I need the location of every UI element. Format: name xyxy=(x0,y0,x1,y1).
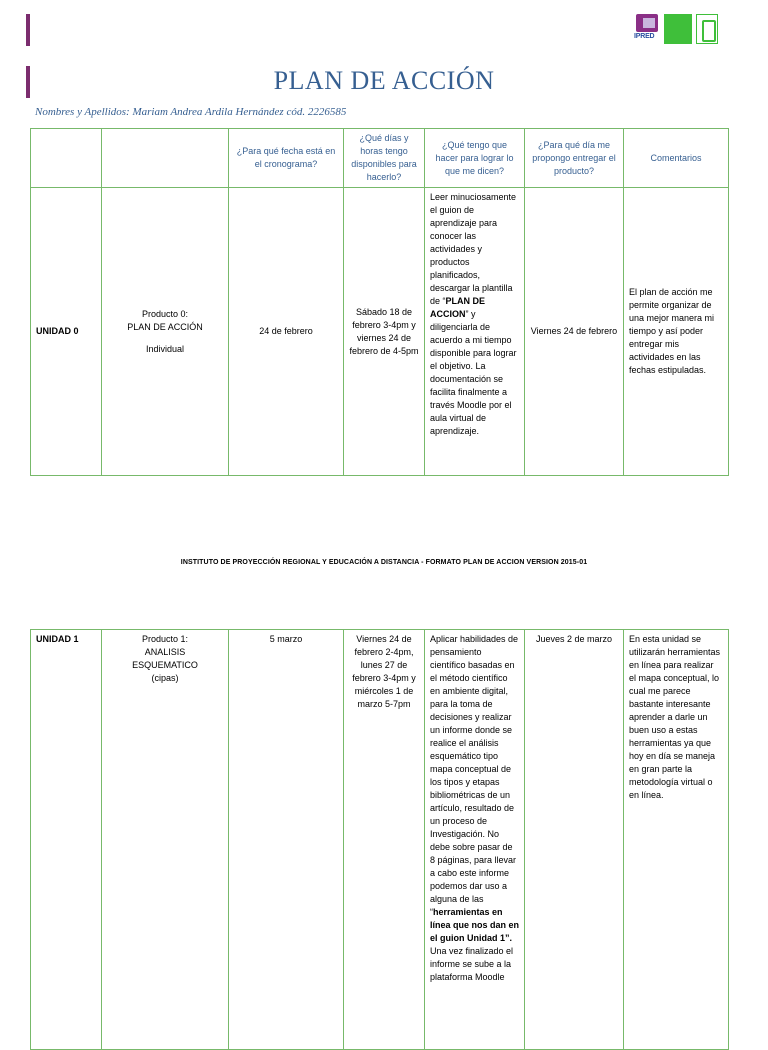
todo-text: Aplicar habilidades de pensamiento científico basadas en el método científico en ambiente digital, para la toma de decisiones y realizar un informe donde se realice el análisis esquemático tipo mapa conceptual de los tipos y etapas bibliométricas de un artículo, resultado de un proceso de Investigación. No debe sobre pasar de 8 páginas, para llevar a cabo este informe podemos dar uso a alguna de las “ xyxy=(430,634,519,917)
university-logo-icon xyxy=(664,14,692,44)
todo-text-end: ” y diligenciarla de acuerdo a mi tiempo disponible para lograr el objetivo. La documentación se facilita finalmente a través Moodle por el aula virtual de aprendizaje. xyxy=(430,309,517,436)
table-row xyxy=(31,188,729,476)
header-accent-bar xyxy=(26,14,30,46)
product-mode: (cipas) xyxy=(151,673,179,683)
available-time-cell: Sábado 18 de febrero 3-4pm y viernes 24 de febrero de 4-5pm xyxy=(344,188,425,476)
plan-table-unit-0 xyxy=(30,128,729,476)
university-seal-icon xyxy=(696,14,718,44)
delivery-date-cell: Jueves 2 de marzo xyxy=(525,630,624,1050)
todo-bold-text: herramientas en línea que nos dan en el guion Unidad 1”. xyxy=(430,907,520,943)
header-cell xyxy=(31,129,102,188)
product-cell xyxy=(102,630,229,1050)
plan-table-unit-1 xyxy=(30,629,729,1050)
product-mode: Individual xyxy=(145,343,185,354)
available-time-cell: Viernes 24 de febrero 2-4pm, lunes 27 de febrero 3-4pm y miércoles 1 de marzo 5-7pm xyxy=(344,630,425,1050)
comments-cell: En esta unidad se utilizarán herramientas en línea para realizar el mapa conceptual, lo cual me parece bastante interesante aprender a darle un buen uso a estas herramientas ya que hoy en día se maneja en gran parte la metodología virtual o en línea. xyxy=(624,630,729,1050)
header-cell xyxy=(102,129,229,188)
schedule-date-cell: 24 de febrero xyxy=(229,188,344,476)
todo-text: Leer minuciosamente el guion de aprendizaje para conocer las actividades y productos planificados, descargar la plantilla de “ xyxy=(430,192,517,306)
schedule-date-cell: 5 marzo xyxy=(229,630,344,1050)
comments-cell: El plan de acción me permite organizar de una mejor manera mi tiempo y así poder entregar mis actividades en las fechas estipuladas. xyxy=(624,188,729,476)
header-cell: ¿Para qué fecha está en el cronograma? xyxy=(229,129,344,188)
product-cell xyxy=(102,188,229,476)
table-header-row xyxy=(31,129,729,188)
institute-footer-line: INSTITUTO DE PROYECCIÓN REGIONAL Y EDUCACIÓN A DISTANCIA - FORMATO PLAN DE ACCION VERSION 2015-01 xyxy=(180,559,588,566)
unit-cell: UNIDAD 1 xyxy=(31,630,102,1050)
product-name: PLAN DE ACCIÓN xyxy=(127,321,203,332)
header-cell: ¿Para qué día me propongo entregar el producto? xyxy=(525,129,624,188)
header-cell: ¿Qué tengo que hacer para lograr lo que me dicen? xyxy=(425,129,525,188)
delivery-date-cell: Viernes 24 de febrero xyxy=(525,188,624,476)
todo-text-end: Una vez finalizado el informe se sube a la plataforma Moodle xyxy=(430,946,514,982)
ipred-logo-icon xyxy=(634,14,660,44)
header-cell: ¿Qué días y horas tengo disponibles para hacerlo? xyxy=(344,129,425,188)
table-row xyxy=(31,630,729,1050)
product-label: Producto 0: xyxy=(141,308,189,319)
product-name: ANALISIS xyxy=(144,647,186,657)
todo-cell xyxy=(425,188,525,476)
todo-cell xyxy=(425,630,525,1050)
todo-bold-text: PLAN DE ACCION xyxy=(430,296,486,319)
logo-group xyxy=(634,14,718,44)
header-cell: Comentarios xyxy=(624,129,729,188)
student-name-line: Nombres y Apellidos: Mariam Andrea Ardila Hernández cód. 2226585 xyxy=(35,106,347,118)
ipred-logo-text: IPRED xyxy=(634,33,655,40)
unit-cell: UNIDAD 0 xyxy=(31,188,102,476)
product-label: Producto 1: xyxy=(141,634,189,644)
product-name-2: ESQUEMATICO xyxy=(132,660,198,670)
page-title: PLAN DE ACCIÓN xyxy=(273,66,495,95)
